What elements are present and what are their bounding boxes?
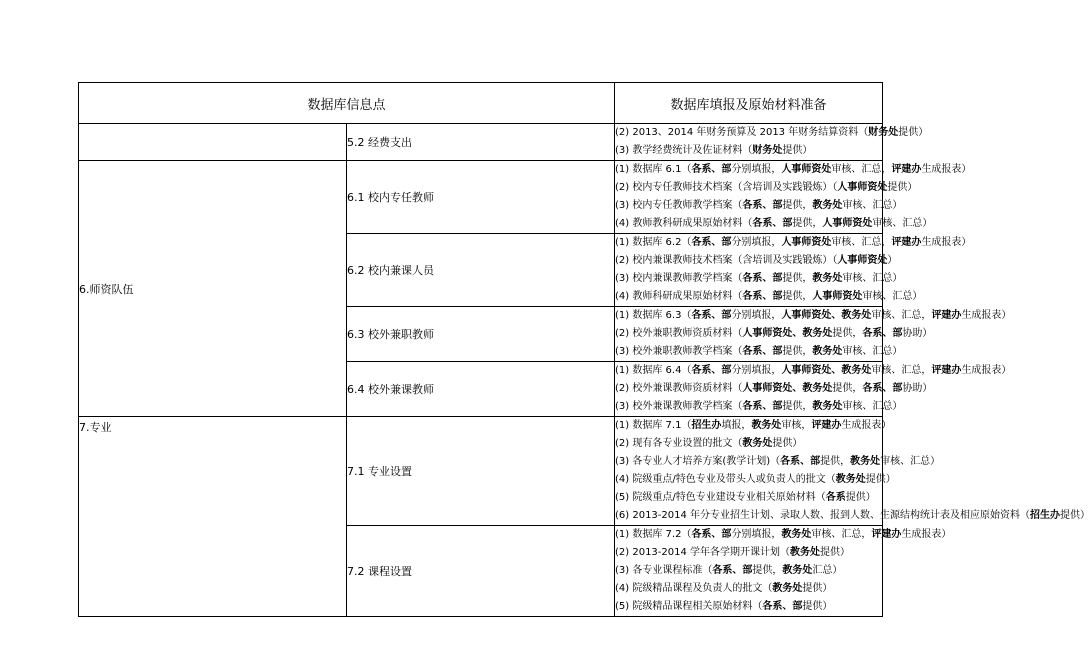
item-label: 6.3 校外兼职教师 <box>347 307 615 362</box>
item-details <box>615 417 1090 526</box>
responsible-dept: 各系、部 <box>691 529 732 540</box>
detail-line <box>615 288 923 306</box>
responsible-dept: 各系 <box>825 492 846 503</box>
detail-text: 提供） <box>865 474 896 485</box>
detail-line <box>615 471 896 489</box>
responsible-dept: 人事师资处 <box>781 237 832 248</box>
responsible-dept: 人事师资处 <box>781 164 832 175</box>
responsible-dept: 评建办 <box>931 310 962 321</box>
responsible-dept: 招生办 <box>1030 510 1061 521</box>
detail-text: 审核， <box>781 420 812 431</box>
detail-text: 审核、汇总， <box>871 310 932 321</box>
header-row <box>79 83 883 124</box>
item-details <box>615 526 952 617</box>
detail-text: 生成报表） <box>841 420 892 431</box>
detail-text: 审核、汇总， <box>871 365 932 376</box>
responsible-dept: 评建办 <box>891 164 922 175</box>
detail-line <box>615 179 918 197</box>
detail-text: (5) 院级精品课程相关原始材料（ <box>615 601 763 612</box>
detail-line <box>615 544 882 562</box>
detail-text: 提供， <box>782 401 813 412</box>
responsible-dept: 各系、部 <box>742 401 783 412</box>
detail-text: 提供， <box>752 565 783 576</box>
detail-text: 提供） <box>802 583 833 594</box>
detail-text: 汇总） <box>812 565 843 576</box>
section-cell-empty <box>79 124 347 161</box>
detail-line <box>615 343 903 361</box>
responsible-dept: 教务处 <box>835 474 866 485</box>
responsible-dept: 教务处 <box>812 273 843 284</box>
header-info-point: 数据库信息点 <box>79 83 615 124</box>
document-table <box>78 82 1090 617</box>
item-label: 6.2 校内兼课人员 <box>347 234 615 307</box>
detail-text: (4) 院级精品课程及负责人的批文（ <box>615 583 773 594</box>
responsible-dept: 教务处 <box>850 456 881 467</box>
responsible-dept: 人事师资处 <box>837 255 888 266</box>
detail-line <box>615 124 929 142</box>
detail-text: (1) 数据库 7.2（ <box>615 529 692 540</box>
item-details <box>615 161 972 234</box>
responsible-dept: 人事师资处 <box>812 291 863 302</box>
detail-text: 提供） <box>782 145 813 156</box>
detail-text: ） <box>887 255 898 266</box>
detail-line <box>615 270 903 288</box>
detail-text: (5) 院级重点/特色专业建设专业相关原始材料（ <box>615 492 826 503</box>
detail-text: (3) 校外兼职教师教学档案（ <box>615 346 743 357</box>
detail-line <box>615 507 1090 525</box>
responsible-dept: 评建办 <box>891 237 922 248</box>
detail-text: 提供） <box>820 547 851 558</box>
detail-text: 提供， <box>782 346 813 357</box>
detail-text: 审核、汇总） <box>842 401 903 412</box>
responsible-dept: 各系、部 <box>862 328 903 339</box>
responsible-dept: 各系、部 <box>691 164 732 175</box>
responsible-dept: 评建办 <box>871 529 902 540</box>
detail-text: 提供） <box>887 182 918 193</box>
detail-line <box>615 161 972 179</box>
responsible-dept: 各系、部 <box>712 565 753 576</box>
detail-text: 审核、汇总） <box>842 346 903 357</box>
detail-text: (4) 教师教科研成果原始材料（ <box>615 218 753 229</box>
table-row <box>79 417 883 526</box>
detail-line <box>615 598 882 616</box>
responsible-dept: 各系、部 <box>691 310 732 321</box>
detail-text: 提供， <box>782 200 813 211</box>
responsible-dept: 教务处 <box>812 401 843 412</box>
detail-line <box>615 252 898 270</box>
item-label: 6.4 校外兼课教师 <box>347 362 615 417</box>
detail-text: 提供） <box>845 492 876 503</box>
responsible-dept: 招生办 <box>691 420 722 431</box>
detail-text: 分别填报， <box>731 164 782 175</box>
responsible-dept: 各系、部 <box>742 200 783 211</box>
detail-text: (4) 院级重点/特色专业及带头人或负责人的批文（ <box>615 474 836 485</box>
responsible-dept: 各系、部 <box>691 365 732 376</box>
table-row <box>79 124 883 161</box>
item-details <box>615 124 929 161</box>
item-details <box>615 362 1012 417</box>
item-label: 6.1 校内专任教师 <box>347 161 615 234</box>
detail-text: 提供， <box>820 456 851 467</box>
responsible-dept: 人事师资处、教务处 <box>742 383 833 394</box>
responsible-dept: 教务处 <box>751 420 782 431</box>
detail-text: (2) 2013-2014 学年各学期开课计划（ <box>615 547 791 558</box>
detail-text: (1) 数据库 7.1（ <box>615 420 692 431</box>
table-row <box>79 161 883 234</box>
detail-text: 填报， <box>721 420 752 431</box>
responsible-dept: 各系、部 <box>780 456 821 467</box>
item-label: 7.2 课程设置 <box>347 526 615 617</box>
detail-text: (2) 校内专任教师技术档案（含培训及实践锻炼）（ <box>615 182 838 193</box>
detail-text: (3) 各专业课程标准（ <box>615 565 713 576</box>
detail-line <box>615 325 933 343</box>
detail-text: 提供， <box>782 291 813 302</box>
detail-text: 提供） <box>1060 510 1090 521</box>
detail-text: 生成报表） <box>901 529 952 540</box>
detail-text: (1) 数据库 6.4（ <box>615 365 692 376</box>
detail-text: (2) 校外兼课教师资质材料（ <box>615 383 743 394</box>
responsible-dept: 评建办 <box>931 365 962 376</box>
detail-line <box>615 215 933 233</box>
detail-text: 生成报表） <box>921 237 972 248</box>
detail-text: 审核、汇总） <box>872 218 933 229</box>
responsible-dept: 人事师资处 <box>837 182 888 193</box>
responsible-dept: 各系、部 <box>742 273 783 284</box>
detail-text: (1) 数据库 6.2（ <box>615 237 692 248</box>
detail-text: 生成报表） <box>921 164 972 175</box>
responsible-dept: 教务处 <box>782 565 813 576</box>
responsible-dept: 各系、部 <box>742 346 783 357</box>
detail-text: (3) 各专业人才培养方案(教学计划)（ <box>615 456 781 467</box>
section-label: 7.专业 <box>79 417 347 617</box>
detail-text: 生成报表） <box>961 310 1012 321</box>
detail-text: 提供， <box>832 383 863 394</box>
detail-text: (6) 2013-2014 年分专业招生计划、录取人数、报到人数、生源结构统计表及相应原始资料（ <box>615 510 1031 521</box>
detail-line <box>615 526 952 544</box>
responsible-dept: 人事师资处、教务处 <box>781 365 872 376</box>
item-details <box>615 307 1012 362</box>
detail-text: 分别填报， <box>731 237 782 248</box>
detail-line <box>615 362 1012 380</box>
detail-text: 提供） <box>772 438 803 449</box>
detail-line <box>615 562 882 580</box>
detail-text: 审核、汇总） <box>842 273 903 284</box>
item-label: 5.2 经费支出 <box>347 124 615 161</box>
detail-line <box>615 489 882 507</box>
responsible-dept: 财务处 <box>752 145 783 156</box>
detail-text: (3) 教学经费统计及佐证材料（ <box>615 145 753 156</box>
detail-line <box>615 453 941 471</box>
detail-text: (4) 教师科研成果原始材料（ <box>615 291 743 302</box>
detail-text: 审核、汇总， <box>831 164 892 175</box>
responsible-dept: 教务处 <box>812 200 843 211</box>
detail-text: 提供， <box>782 273 813 284</box>
responsible-dept: 评建办 <box>811 420 842 431</box>
detail-text: (3) 校内兼课教师教学档案（ <box>615 273 743 284</box>
responsible-dept: 人事师资处、教务处 <box>742 328 833 339</box>
detail-line <box>615 398 903 416</box>
responsible-dept: 教务处 <box>790 547 821 558</box>
detail-text: 协助） <box>902 383 933 394</box>
item-label: 7.1 专业设置 <box>347 417 615 526</box>
responsible-dept: 教务处 <box>812 346 843 357</box>
responsible-dept: 各系、部 <box>762 601 803 612</box>
detail-text: 分别填报， <box>731 529 782 540</box>
detail-line <box>615 197 903 215</box>
detail-text: 审核、汇总） <box>880 456 941 467</box>
responsible-dept: 各系、部 <box>862 383 903 394</box>
detail-text: (1) 数据库 6.1（ <box>615 164 692 175</box>
detail-text: 分别填报， <box>731 310 782 321</box>
detail-text: 审核、汇总， <box>811 529 872 540</box>
detail-text: 提供， <box>792 218 823 229</box>
detail-text: 审核、汇总， <box>831 237 892 248</box>
responsible-dept: 人事师资处 <box>822 218 873 229</box>
detail-text: 生成报表） <box>961 365 1012 376</box>
detail-text: (2) 校内兼课教师技术档案（含培训及实践锻炼）（ <box>615 255 838 266</box>
detail-text: 提供） <box>898 127 929 138</box>
responsible-dept: 人事师资处、教务处 <box>781 310 872 321</box>
detail-line <box>615 417 892 435</box>
detail-line <box>615 380 933 398</box>
responsible-dept: 教务处 <box>772 583 803 594</box>
detail-text: (1) 数据库 6.3（ <box>615 310 692 321</box>
detail-text: 审核、汇总） <box>862 291 923 302</box>
detail-text: 协助） <box>902 328 933 339</box>
detail-text: (3) 校外兼课教师教学档案（ <box>615 401 743 412</box>
detail-text: (2) 校外兼职教师资质材料（ <box>615 328 743 339</box>
detail-line <box>615 435 882 453</box>
responsible-dept: 各系、部 <box>742 291 783 302</box>
detail-text: 审核、汇总） <box>842 200 903 211</box>
detail-line <box>615 580 882 598</box>
detail-line <box>615 142 882 160</box>
responsible-dept: 教务处 <box>781 529 812 540</box>
detail-text: 提供， <box>832 328 863 339</box>
responsible-dept: 财务处 <box>868 127 899 138</box>
responsible-dept: 教务处 <box>742 438 773 449</box>
detail-text: 提供） <box>802 601 833 612</box>
detail-text: (2) 2013、2014 年财务预算及 2013 年财务结算资料（ <box>615 127 869 138</box>
header-materials: 数据库填报及原始材料准备 <box>615 83 883 124</box>
section-label: 6.师资队伍 <box>79 161 347 417</box>
detail-line <box>615 307 1012 325</box>
item-details <box>615 234 972 307</box>
detail-text: (2) 现有各专业设置的批文（ <box>615 438 743 449</box>
detail-text: (3) 校内专任教师教学档案（ <box>615 200 743 211</box>
detail-text: 分别填报， <box>731 365 782 376</box>
detail-line <box>615 234 972 252</box>
responsible-dept: 各系、部 <box>691 237 732 248</box>
responsible-dept: 各系、部 <box>752 218 793 229</box>
